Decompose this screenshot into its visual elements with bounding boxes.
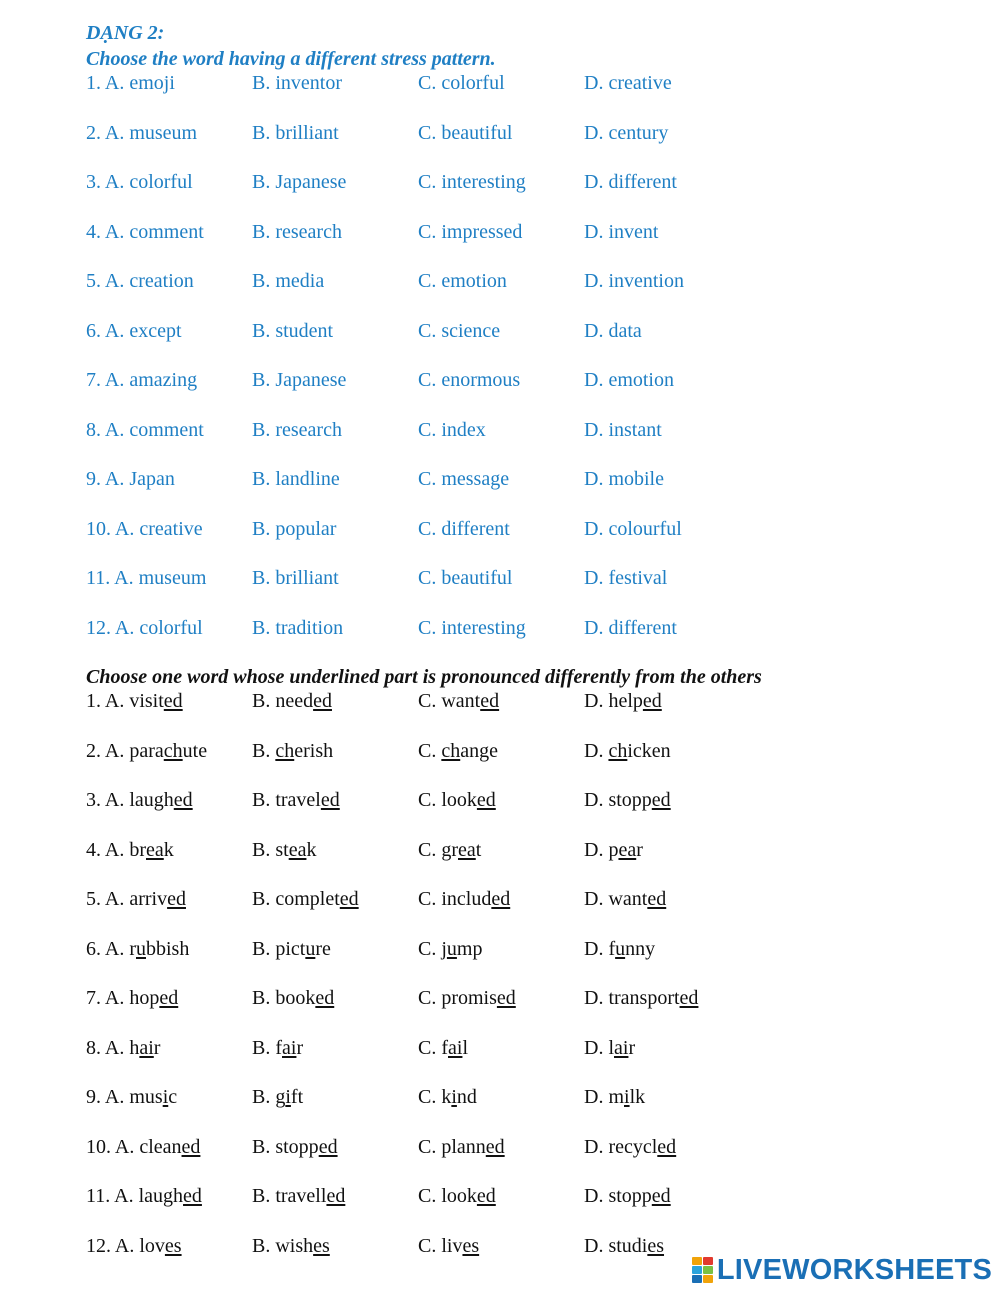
option-text: B. brilliant (252, 567, 339, 589)
option-text: C. index (418, 418, 486, 441)
option-text: C. interesting (418, 171, 526, 193)
answer-option (252, 221, 342, 244)
underlined-part: ai (139, 1036, 154, 1059)
option-text: B. f (252, 1036, 282, 1059)
answer-option (86, 987, 178, 1010)
option-text: C. look (418, 789, 477, 811)
option-text: D. studi (584, 1234, 648, 1257)
answer-option (418, 740, 498, 763)
logo-text: LIVEWORKSHEETS (716, 1253, 992, 1286)
option-text: r (153, 1036, 161, 1059)
option-text: 6. A. except (86, 319, 182, 342)
answer-option (418, 270, 507, 293)
option-text: 10. A. clean (86, 1135, 182, 1158)
option-text: 1. A. emoji (86, 72, 175, 94)
answer-option (86, 1185, 202, 1208)
option-text: B. media (252, 270, 325, 292)
answer-option (418, 419, 486, 442)
option-text: D. want (584, 888, 648, 910)
answer-option (252, 888, 359, 911)
answer-option (584, 1136, 676, 1159)
option-text: r (628, 1036, 636, 1059)
answer-option (418, 72, 505, 95)
underlined-part: ed (173, 789, 193, 811)
underlined-part: es (313, 1234, 330, 1257)
option-text: l (462, 1036, 468, 1059)
answer-option (252, 171, 346, 194)
answer-option (418, 369, 520, 392)
underlined-part: ed (167, 888, 186, 910)
underlined-part: ch (608, 739, 628, 762)
underlined-part: ea (458, 838, 476, 861)
answer-option (584, 369, 674, 392)
option-text: B. stopp (252, 1135, 319, 1158)
logo-square (703, 1275, 713, 1283)
answer-option (584, 740, 671, 763)
option-text: r (636, 838, 643, 861)
option-text: C. plann (418, 1135, 486, 1158)
underlined-part: ed (651, 1185, 671, 1207)
underlined-part: u (615, 937, 626, 960)
underlined-part: ed (657, 1135, 677, 1158)
option-text: C. beautiful (418, 567, 513, 589)
answer-option (252, 122, 339, 145)
question-row (0, 468, 1000, 492)
question-row (0, 369, 1000, 393)
option-text: C. j (418, 937, 447, 960)
option-text: 11. A. laugh (86, 1185, 184, 1207)
option-text: D. colourful (584, 517, 682, 540)
option-text: D. f (584, 937, 616, 960)
logo-mark-icon (692, 1257, 713, 1283)
option-text: 4. A. comment (86, 220, 204, 243)
option-text: lk (629, 1086, 646, 1108)
answer-option (86, 320, 182, 343)
question-row (0, 1136, 1000, 1160)
underlined-part: ed (651, 789, 671, 811)
option-text: C. want (418, 690, 481, 712)
option-text: D. p (584, 838, 619, 861)
option-text: C. colorful (418, 72, 505, 94)
question-row (0, 72, 1000, 96)
question-row (0, 320, 1000, 344)
answer-option (86, 270, 194, 293)
answer-option (584, 1185, 671, 1208)
answer-option (86, 122, 197, 145)
answer-option (418, 1086, 477, 1109)
question-row (0, 270, 1000, 294)
answer-option (86, 171, 193, 194)
option-text: B. inventor (252, 72, 342, 94)
logo-square (692, 1257, 702, 1265)
question-row (0, 122, 1000, 146)
option-text: B. research (252, 220, 342, 243)
option-text: D. instant (584, 418, 662, 441)
option-text: B. g (252, 1086, 286, 1108)
answer-option (584, 938, 655, 961)
answer-option (86, 518, 203, 541)
option-text: C. k (418, 1086, 452, 1108)
option-text: C. enormous (418, 369, 521, 391)
option-text: B. tradition (252, 616, 344, 639)
logo-square (703, 1257, 713, 1265)
answer-option (252, 1136, 338, 1159)
question-row (0, 171, 1000, 195)
answer-option (418, 888, 510, 911)
question-row (0, 1185, 1000, 1209)
question-row (0, 567, 1000, 591)
option-text: 11. A. museum (86, 567, 207, 589)
underlined-part: i (162, 1086, 169, 1108)
underlined-part: ed (318, 1135, 338, 1158)
option-text: B. travel (252, 789, 321, 811)
answer-option (86, 617, 203, 640)
answer-option (418, 987, 516, 1010)
answer-option (418, 690, 499, 713)
underlined-part: ed (491, 888, 511, 910)
option-text: D. emotion (584, 369, 674, 391)
underlined-part: ea (618, 838, 637, 861)
answer-option (584, 789, 671, 812)
answer-option (86, 72, 175, 95)
option-text: 12. A. colorful (86, 616, 203, 639)
underlined-part: es (462, 1234, 480, 1257)
underlined-part: i (451, 1086, 457, 1108)
underlined-part: ai (448, 1036, 463, 1059)
underlined-part: ed (476, 789, 496, 811)
answer-option (86, 221, 204, 244)
option-text: D. invention (584, 270, 684, 292)
underlined-part: ch (275, 739, 295, 762)
option-text: C. emotion (418, 270, 507, 292)
option-text: D. recycl (584, 1135, 658, 1158)
option-text: B. book (252, 987, 316, 1009)
option-text: D. mobile (584, 468, 664, 490)
option-text: B. pict (252, 937, 306, 960)
underlined-part: u (305, 937, 316, 960)
option-text: 3. A. laugh (86, 789, 174, 811)
option-text: nd (456, 1086, 477, 1108)
question-row (0, 839, 1000, 863)
underlined-part: ed (496, 987, 516, 1009)
answer-option (86, 888, 186, 911)
answer-option (252, 369, 346, 392)
answer-option (418, 171, 526, 194)
option-text: C. beautiful (418, 121, 513, 144)
option-text: D. l (584, 1036, 614, 1059)
answer-option (418, 938, 482, 961)
answer-option (584, 1235, 664, 1258)
option-text: 1. A. visit (86, 690, 164, 712)
underlined-part: es (647, 1234, 665, 1257)
underlined-part: ed (679, 987, 699, 1009)
answer-option (252, 789, 340, 812)
option-text: bbish (146, 937, 190, 960)
answer-option (252, 270, 324, 293)
answer-option (584, 839, 643, 862)
option-text: C. look (418, 1185, 477, 1207)
option-text: B. landline (252, 468, 340, 490)
answer-option (418, 617, 526, 640)
page-title: DẠNG 2: (86, 22, 165, 44)
answer-option (584, 72, 672, 95)
option-text: 8. A. comment (86, 418, 204, 441)
underlined-part: ai (282, 1036, 297, 1059)
answer-option (252, 617, 343, 640)
answer-option (86, 1136, 200, 1159)
answer-option (252, 320, 333, 343)
underlined-part: ed (159, 987, 179, 1009)
option-text: 5. A. creation (86, 270, 194, 292)
answer-option (252, 1185, 345, 1208)
option-text: D. stopp (584, 789, 652, 811)
option-text: B. st (252, 838, 289, 861)
answer-option (252, 518, 336, 541)
answer-option (86, 1235, 182, 1258)
option-text: B. brilliant (252, 121, 339, 144)
option-text: 7. A. hop (86, 987, 160, 1009)
option-text: B. research (252, 418, 342, 441)
question-row (0, 938, 1000, 962)
section-1-heading: Choose the word having a different stress pattern. (86, 48, 496, 70)
question-row (0, 1086, 1000, 1110)
answer-option (584, 617, 677, 640)
option-text: 7. A. amazing (86, 369, 198, 391)
underlined-part: ch (441, 739, 461, 762)
option-text: D. festival (584, 567, 668, 589)
underlined-part: ed (339, 888, 359, 910)
answer-option (584, 987, 698, 1010)
question-row (0, 789, 1000, 813)
answer-option (418, 839, 481, 862)
option-text: 9. A. Japan (86, 468, 175, 490)
underlined-part: u (446, 937, 457, 960)
answer-option (584, 419, 662, 442)
option-text: 9. A. mus (86, 1086, 163, 1108)
question-row (0, 518, 1000, 542)
underlined-part: ed (313, 690, 332, 712)
answer-option (418, 518, 510, 541)
underlined-part: ed (647, 888, 667, 910)
underlined-part: ed (485, 1135, 505, 1158)
option-text: D. century (584, 121, 669, 144)
answer-option (584, 888, 666, 911)
underlined-part: ed (181, 1135, 201, 1158)
underlined-part: ed (163, 690, 183, 712)
option-text: D. invent (584, 220, 659, 243)
question-row (0, 1037, 1000, 1061)
option-text: C. f (418, 1036, 448, 1059)
question-row (0, 987, 1000, 1011)
option-text: B. wish (252, 1234, 314, 1257)
answer-option (418, 468, 509, 491)
option-text: mp (456, 937, 483, 960)
answer-option (86, 1037, 160, 1060)
option-text: 8. A. h (86, 1036, 140, 1059)
answer-option (86, 839, 174, 862)
answer-option (584, 518, 682, 541)
logo-square (692, 1275, 702, 1283)
answer-option (252, 468, 340, 491)
answer-option (584, 1086, 645, 1109)
answer-option (418, 1185, 496, 1208)
answer-option (252, 419, 342, 442)
option-text: D. different (584, 616, 677, 639)
question-row (0, 221, 1000, 245)
logo-square (703, 1266, 713, 1274)
option-text: B. popular (252, 517, 337, 540)
underlined-part: ch (163, 739, 183, 762)
option-text: 5. A. arriv (86, 888, 168, 910)
answer-option (86, 740, 207, 763)
answer-option (418, 1037, 468, 1060)
option-text: C. liv (418, 1234, 463, 1257)
option-text: 6. A. r (86, 937, 136, 960)
underlined-part: ed (642, 690, 662, 712)
answer-option (418, 567, 512, 590)
underlined-part: i (624, 1086, 630, 1108)
option-text: C. promis (418, 987, 497, 1009)
underlined-part: ed (315, 987, 335, 1009)
answer-option (86, 468, 175, 491)
answer-option (252, 938, 331, 961)
answer-option (584, 122, 668, 145)
answer-option (584, 171, 677, 194)
answer-option (86, 1086, 177, 1109)
option-text: D. m (584, 1086, 624, 1108)
answer-option (584, 690, 662, 713)
answer-option (86, 567, 206, 590)
answer-option (418, 789, 496, 812)
option-text: C. interesting (418, 616, 526, 639)
option-text: B. travell (252, 1185, 327, 1207)
answer-option (86, 690, 183, 713)
answer-option (252, 567, 339, 590)
answer-option (86, 369, 197, 392)
option-text: c (168, 1086, 178, 1108)
option-text: C. includ (418, 888, 492, 910)
logo-square (692, 1266, 702, 1274)
option-text: C. science (418, 319, 501, 342)
option-text: D. (584, 739, 609, 762)
answer-option (584, 468, 664, 491)
option-text: C. message (418, 468, 510, 490)
answer-option (252, 1086, 303, 1109)
option-text: k (306, 838, 317, 861)
option-text: B. student (252, 319, 334, 342)
underlined-part: ai (614, 1036, 629, 1059)
option-text: nny (625, 937, 656, 960)
answer-option (584, 270, 684, 293)
option-text: B. Japanese (252, 171, 347, 193)
underlined-part: u (136, 937, 146, 960)
option-text: 4. A. br (86, 838, 146, 861)
option-text: 2. A. museum (86, 121, 198, 144)
underlined-part: ed (320, 789, 340, 811)
option-text: erish (294, 739, 334, 762)
option-text: icken (627, 739, 671, 762)
answer-option (86, 938, 189, 961)
section-2-heading: Choose one word whose underlined part is pronounced differently from the others (86, 666, 762, 688)
answer-option (584, 567, 667, 590)
answer-option (252, 740, 333, 763)
option-text: ute (182, 739, 208, 762)
option-text: 10. A. creative (86, 517, 203, 540)
question-row (0, 888, 1000, 912)
option-text: D. help (584, 690, 643, 712)
answer-option (418, 1235, 479, 1258)
option-text: D. data (584, 319, 642, 342)
underlined-part: ed (476, 1185, 496, 1207)
answer-option (252, 1037, 303, 1060)
option-text: re (315, 937, 331, 960)
option-text: B. complet (252, 888, 340, 910)
option-text: ange (460, 739, 498, 762)
option-text: ft (290, 1086, 304, 1108)
option-text: B. (252, 739, 276, 762)
option-text: D. transport (584, 987, 680, 1009)
option-text: 12. A. lov (86, 1234, 165, 1257)
option-text: 2. A. para (86, 739, 164, 762)
answer-option (418, 122, 512, 145)
option-text: C. impressed (418, 220, 523, 243)
answer-option (418, 1136, 505, 1159)
option-text: 3. A. colorful (86, 171, 193, 193)
answer-option (584, 320, 642, 343)
answer-option (86, 789, 193, 812)
answer-option (86, 419, 204, 442)
option-text: D. different (584, 171, 677, 193)
liveworksheets-logo (692, 1254, 992, 1286)
answer-option (418, 221, 522, 244)
underlined-part: es (164, 1234, 182, 1257)
answer-option (252, 987, 334, 1010)
underlined-part: ea (146, 838, 164, 861)
option-text: k (163, 838, 174, 861)
option-text: r (296, 1036, 304, 1059)
answer-option (252, 839, 316, 862)
answer-option (584, 221, 658, 244)
underlined-part: ed (326, 1185, 346, 1207)
underlined-part: i (285, 1086, 291, 1108)
underlined-part: ed (480, 690, 500, 712)
answer-option (418, 320, 500, 343)
underlined-part: ed (183, 1185, 202, 1207)
option-text: C. gr (418, 838, 458, 861)
answer-option (252, 1235, 330, 1258)
option-text: B. Japanese (252, 369, 347, 391)
question-row (0, 617, 1000, 641)
option-text: B. need (252, 690, 314, 712)
answer-option (584, 1037, 635, 1060)
answer-option (252, 690, 332, 713)
question-row (0, 690, 1000, 714)
question-row (0, 419, 1000, 443)
option-text: C. (418, 739, 442, 762)
question-row (0, 740, 1000, 764)
answer-option (252, 72, 342, 95)
underlined-part: ea (288, 838, 307, 861)
option-text: D. stopp (584, 1185, 652, 1207)
option-text: t (475, 838, 482, 861)
option-text: D. creative (584, 72, 672, 94)
option-text: C. different (418, 517, 510, 540)
